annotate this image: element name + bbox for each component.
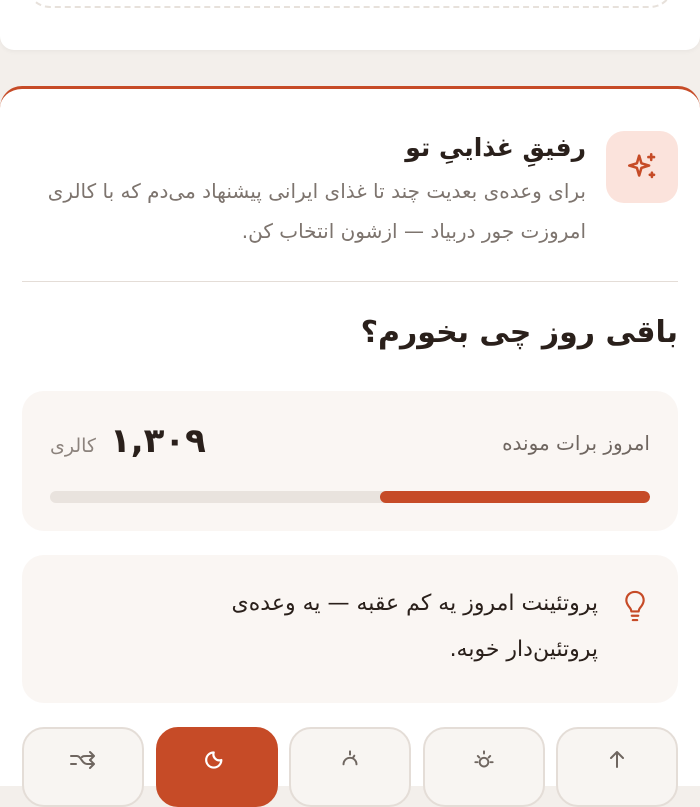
moon-icon xyxy=(204,747,230,773)
sparkles-icon xyxy=(625,150,659,184)
section-title: باقی روز چی بخورم؟ xyxy=(360,315,678,350)
chip-up[interactable] xyxy=(556,727,678,807)
divider xyxy=(22,281,678,282)
shuffle-icon xyxy=(68,747,98,773)
assistant-header xyxy=(22,131,678,251)
calorie-progress-track xyxy=(50,491,650,503)
remaining-label: امروز برات مونده xyxy=(502,431,650,455)
assistant-description: برای وعده‌ی بعدیت چند تا غذای ایرانی پیشنهاد می‌دم که با کالری امروزت جور دربیاد — ازشون انتخاب کن. xyxy=(47,179,586,243)
sunset-icon xyxy=(337,747,363,773)
assistant-title: رفیقِ غذاییِ تو xyxy=(405,133,586,162)
chip-dinner[interactable] xyxy=(156,727,278,807)
tip-text: پروتئینت امروز یه کم عقبه — یه وعده‌ی پروتئین‌دار خوبه. xyxy=(231,591,598,662)
assistant-text xyxy=(22,131,586,251)
meal-chips xyxy=(22,727,678,807)
food-assistant-card xyxy=(0,86,700,786)
tip-card xyxy=(22,555,678,703)
sun-icon xyxy=(471,747,497,773)
remaining-value: ۱,۳۰۹ xyxy=(109,421,206,461)
remaining-calories-card xyxy=(22,391,678,531)
remaining-value-group xyxy=(50,421,206,461)
previous-card xyxy=(0,0,700,50)
calorie-progress-fill xyxy=(380,491,650,503)
lightbulb-icon xyxy=(622,589,648,623)
assistant-badge xyxy=(606,131,678,203)
chip-breakfast[interactable] xyxy=(423,727,545,807)
remaining-unit: کالری xyxy=(50,435,96,457)
arrow-up-icon xyxy=(605,747,629,771)
chip-shuffle[interactable] xyxy=(22,727,144,807)
chip-snack[interactable] xyxy=(289,727,411,807)
dashed-placeholder[interactable] xyxy=(26,0,674,8)
